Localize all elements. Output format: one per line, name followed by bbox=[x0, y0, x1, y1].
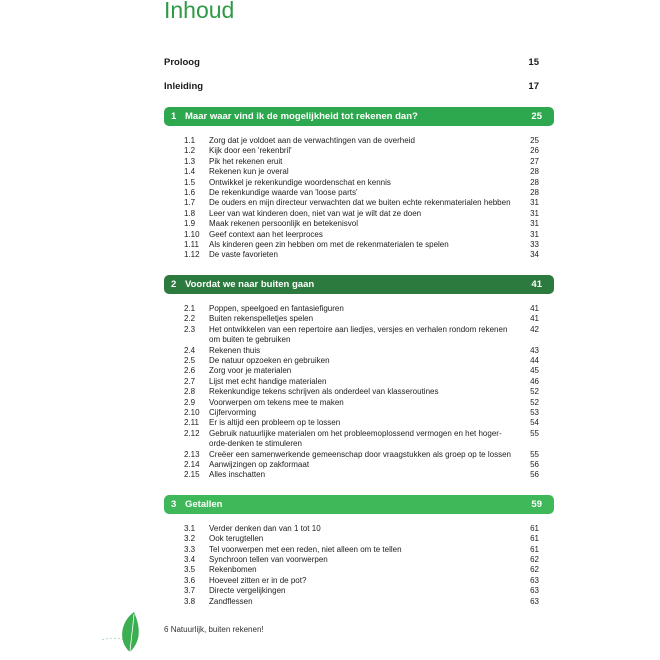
table-of-contents bbox=[164, 54, 554, 607]
toc-entry-inleiding[interactable] bbox=[164, 78, 554, 96]
toc-item-page: 28 bbox=[530, 188, 539, 198]
toc-item[interactable] bbox=[184, 314, 539, 324]
toc-item-number: 2.7 bbox=[184, 376, 196, 386]
toc-item-number: 3.2 bbox=[184, 534, 196, 544]
toc-item-number: 2.15 bbox=[184, 470, 200, 480]
chapter-items bbox=[164, 294, 554, 481]
toc-item-page: 46 bbox=[530, 376, 539, 386]
toc-item-page: 63 bbox=[530, 586, 539, 596]
toc-item-number: 1.7 bbox=[184, 198, 196, 208]
toc-item-title: Ontwikkel je rekenkundige woordenschat en kennis bbox=[209, 177, 391, 187]
toc-item-title: Zorg voor je materialen bbox=[209, 366, 292, 376]
toc-item[interactable] bbox=[184, 167, 539, 177]
toc-item-number: 1.2 bbox=[184, 146, 196, 156]
toc-item-page: 55 bbox=[530, 428, 539, 438]
footer-page-number: 6 bbox=[164, 625, 169, 634]
toc-item-title: Directe vergelijkingen bbox=[209, 586, 286, 596]
toc-item-title: Ook terugtellen bbox=[209, 534, 264, 544]
toc-item[interactable] bbox=[184, 429, 539, 450]
toc-entry-page: 17 bbox=[528, 81, 539, 92]
toc-item-title: Er is altijd een probleem op te lossen bbox=[209, 418, 341, 428]
toc-item[interactable] bbox=[184, 346, 539, 356]
toc-item[interactable] bbox=[184, 146, 539, 156]
toc-item-title: Alles inschatten bbox=[209, 470, 266, 480]
toc-item-number: 2.11 bbox=[184, 418, 199, 428]
toc-item[interactable] bbox=[184, 576, 539, 586]
toc-item-page: 56 bbox=[530, 459, 539, 469]
toc-item-number: 3.6 bbox=[184, 575, 196, 585]
toc-item-number: 1.12 bbox=[184, 250, 200, 260]
toc-item[interactable] bbox=[184, 366, 539, 376]
toc-item-title: Lijst met echt handige materialen bbox=[209, 376, 327, 386]
toc-item[interactable] bbox=[184, 219, 539, 229]
toc-item-number: 3.5 bbox=[184, 565, 196, 575]
toc-item[interactable] bbox=[184, 250, 539, 260]
toc-item-title: Pik het rekenen eruit bbox=[209, 156, 283, 166]
toc-item-page: 31 bbox=[530, 219, 539, 229]
toc-item-title: Geef context aan het leerproces bbox=[209, 229, 323, 239]
toc-item-page: 45 bbox=[530, 366, 539, 376]
toc-item-title: Voorwerpen om tekens mee te maken bbox=[209, 397, 344, 407]
toc-item-page: 52 bbox=[530, 387, 539, 397]
toc-item-page: 62 bbox=[530, 565, 539, 575]
page-title: Inhoud bbox=[164, 0, 235, 23]
toc-item-title: Synchroon tellen van voorwerpen bbox=[209, 555, 328, 564]
toc-item-title: Leer van wat kinderen doen, niet van wat je wilt dat ze doen bbox=[209, 208, 422, 218]
toc-item-title: Poppen, speelgoed en fantasiefiguren bbox=[209, 303, 344, 313]
chapter-items bbox=[164, 126, 554, 261]
toc-item-number: 1.9 bbox=[184, 219, 196, 229]
toc-item[interactable] bbox=[184, 460, 539, 470]
toc-item-title: Gebruik natuurlijke materialen om het probleemoplossend vermogen en het hoger-orde-denken te stimuleren bbox=[209, 428, 502, 449]
toc-item-page: 31 bbox=[530, 198, 539, 208]
toc-item-page: 53 bbox=[530, 407, 539, 417]
toc-item-number: 3.1 bbox=[184, 523, 196, 533]
toc-item-page: 56 bbox=[530, 470, 539, 480]
toc-item-number: 1.5 bbox=[184, 177, 196, 187]
toc-item-title: Cijfervorming bbox=[209, 407, 257, 417]
toc-item-title: Tel voorwerpen met een reden, niet alleen om te tellen bbox=[209, 544, 402, 554]
chapter-title: Maar waar vind ik de mogelijkheid tot rekenen dan? bbox=[185, 111, 418, 122]
toc-item[interactable] bbox=[184, 565, 539, 575]
toc-item-number: 1.11 bbox=[184, 240, 199, 250]
toc-item[interactable] bbox=[184, 377, 539, 387]
toc-item-number: 3.4 bbox=[184, 555, 196, 564]
toc-item[interactable] bbox=[184, 418, 539, 428]
chapter-heading-2[interactable] bbox=[164, 275, 554, 294]
toc-item-title: Maak rekenen persoonlijk en betekenisvol bbox=[209, 219, 358, 229]
toc-item-number: 3.8 bbox=[184, 596, 196, 606]
toc-item[interactable] bbox=[184, 586, 539, 596]
toc-item-page: 41 bbox=[530, 303, 539, 313]
toc-item-page: 26 bbox=[530, 146, 539, 156]
toc-item-number: 2.10 bbox=[184, 407, 200, 417]
toc-item[interactable] bbox=[184, 408, 539, 418]
toc-item-number: 2.4 bbox=[184, 345, 196, 355]
toc-item-page: 28 bbox=[530, 167, 539, 177]
toc-item-title: Buiten rekenspelletjes spelen bbox=[209, 314, 314, 324]
toc-item-title: Zandflessen bbox=[209, 596, 253, 606]
toc-item[interactable] bbox=[184, 325, 539, 346]
toc-item[interactable] bbox=[184, 545, 539, 555]
toc-item-number: 2.3 bbox=[184, 324, 196, 334]
toc-item-page: 63 bbox=[530, 575, 539, 585]
chapter-items bbox=[164, 514, 554, 607]
toc-item-number: 1.3 bbox=[184, 156, 196, 166]
toc-item-number: 3.7 bbox=[184, 586, 196, 596]
toc-item[interactable] bbox=[184, 209, 539, 219]
toc-item-number: 1.1 bbox=[184, 136, 196, 145]
toc-item-number: 2.13 bbox=[184, 449, 200, 459]
chapter-heading-1[interactable] bbox=[164, 107, 554, 126]
toc-item-title: Kijk door een 'rekenbril' bbox=[209, 146, 292, 156]
toc-item-title: Creëer een samenwerkende gemeenschap door vraagstukken als groep op te lossen bbox=[209, 449, 511, 459]
toc-item-title: De vaste favorieten bbox=[209, 250, 278, 260]
toc-item-page: 31 bbox=[530, 229, 539, 239]
toc-item-page: 43 bbox=[530, 345, 539, 355]
chapter-section bbox=[164, 107, 554, 261]
toc-item-title: Rekenkundige tekens schrijven als onderdeel van klasseroutines bbox=[209, 387, 439, 397]
toc-item[interactable] bbox=[184, 555, 539, 565]
toc-item-page: 61 bbox=[530, 523, 539, 533]
toc-item[interactable] bbox=[184, 178, 539, 188]
chapter-page: 25 bbox=[531, 111, 542, 122]
chapter-number: 2 bbox=[171, 278, 177, 290]
toc-item-title: Verder denken dan van 1 tot 10 bbox=[209, 523, 321, 533]
chapter-title: Getallen bbox=[185, 498, 223, 510]
toc-entry-proloog[interactable] bbox=[164, 54, 554, 72]
page-footer bbox=[164, 625, 264, 634]
chapter-heading-3[interactable] bbox=[164, 495, 554, 514]
toc-item-title: De ouders en mijn directeur verwachten dat we buiten echte rekenmaterialen hebben bbox=[209, 198, 511, 208]
toc-item[interactable] bbox=[184, 470, 539, 480]
toc-item-title: Zorg dat je voldoet aan de verwachtingen van de overheid bbox=[209, 136, 415, 145]
toc-item[interactable] bbox=[184, 304, 539, 314]
toc-item-number: 1.6 bbox=[184, 188, 196, 198]
toc-item-number: 2.8 bbox=[184, 387, 196, 397]
toc-item-number: 2.9 bbox=[184, 397, 196, 407]
chapter-number: 3 bbox=[171, 498, 177, 510]
chapter-number: 1 bbox=[171, 111, 177, 122]
toc-item[interactable] bbox=[184, 387, 539, 397]
toc-item[interactable] bbox=[184, 398, 539, 408]
chapter-page: 59 bbox=[531, 498, 542, 510]
toc-item[interactable] bbox=[184, 597, 539, 607]
toc-item-title: Hoeveel zitten er in de pot? bbox=[209, 575, 307, 585]
toc-item-title: Rekenbomen bbox=[209, 565, 257, 575]
toc-item-number: 2.14 bbox=[184, 459, 200, 469]
toc-item-title: Het ontwikkelen van een repertoire aan liedjes, versjes en verhalen rondom rekenen om buiten te gebruiken bbox=[209, 324, 508, 345]
toc-item-page: 27 bbox=[530, 156, 539, 166]
toc-item-number: 2.12 bbox=[184, 428, 200, 438]
toc-item-title: De natuur opzoeken en gebruiken bbox=[209, 355, 330, 365]
toc-item-page: 61 bbox=[530, 544, 539, 554]
toc-item-number: 1.8 bbox=[184, 208, 196, 218]
toc-item-page: 28 bbox=[530, 177, 539, 187]
toc-item-page: 31 bbox=[530, 208, 539, 218]
toc-item-number: 2.5 bbox=[184, 355, 196, 365]
chapter-list bbox=[164, 107, 554, 607]
toc-item-number: 2.2 bbox=[184, 314, 196, 324]
toc-item-title: Als kinderen geen zin hebben om met de rekenmaterialen te spelen bbox=[209, 240, 449, 250]
toc-item-page: 44 bbox=[530, 355, 539, 365]
chapter-page: 41 bbox=[531, 278, 542, 290]
toc-item-number: 1.4 bbox=[184, 167, 196, 177]
chapter-title: Voordat we naar buiten gaan bbox=[185, 278, 315, 290]
toc-item[interactable] bbox=[184, 230, 539, 240]
toc-item-page: 42 bbox=[530, 324, 539, 334]
toc-entry-title: Proloog bbox=[164, 57, 200, 68]
toc-item-page: 61 bbox=[530, 534, 539, 544]
toc-item[interactable] bbox=[184, 188, 539, 198]
toc-item[interactable] bbox=[184, 450, 539, 460]
toc-item-title: De rekenkundige waarde van 'loose parts' bbox=[209, 188, 358, 198]
toc-item[interactable] bbox=[184, 157, 539, 167]
toc-item[interactable] bbox=[184, 136, 539, 146]
leaf-icon bbox=[100, 608, 162, 654]
toc-item-page: 62 bbox=[530, 555, 539, 564]
toc-item-number: 3.3 bbox=[184, 544, 196, 554]
toc-item-title: Rekenen thuis bbox=[209, 345, 261, 355]
toc-item[interactable] bbox=[184, 356, 539, 366]
toc-entry-page: 15 bbox=[528, 57, 539, 68]
toc-item[interactable] bbox=[184, 524, 539, 534]
toc-item[interactable] bbox=[184, 240, 539, 250]
toc-item[interactable] bbox=[184, 534, 539, 544]
toc-item-title: Aanwijzingen op zakformaat bbox=[209, 459, 310, 469]
footer-text: Natuurlijk, buiten rekenen! bbox=[170, 625, 264, 634]
toc-item-page: 54 bbox=[530, 418, 539, 428]
toc-item-page: 34 bbox=[530, 250, 539, 260]
toc-item[interactable] bbox=[184, 198, 539, 208]
toc-item-number: 2.6 bbox=[184, 366, 196, 376]
toc-item-page: 41 bbox=[530, 314, 539, 324]
toc-item-title: Rekenen kun je overal bbox=[209, 167, 289, 177]
toc-item-page: 33 bbox=[530, 240, 539, 250]
toc-item-page: 52 bbox=[530, 397, 539, 407]
toc-entry-title: Inleiding bbox=[164, 81, 204, 92]
chapter-section bbox=[164, 275, 554, 481]
toc-item-page: 25 bbox=[530, 136, 539, 145]
toc-item-number: 2.1 bbox=[184, 303, 196, 313]
toc-item-page: 63 bbox=[530, 596, 539, 606]
toc-item-number: 1.10 bbox=[184, 229, 200, 239]
chapter-section bbox=[164, 495, 554, 607]
toc-item-page: 55 bbox=[530, 449, 539, 459]
